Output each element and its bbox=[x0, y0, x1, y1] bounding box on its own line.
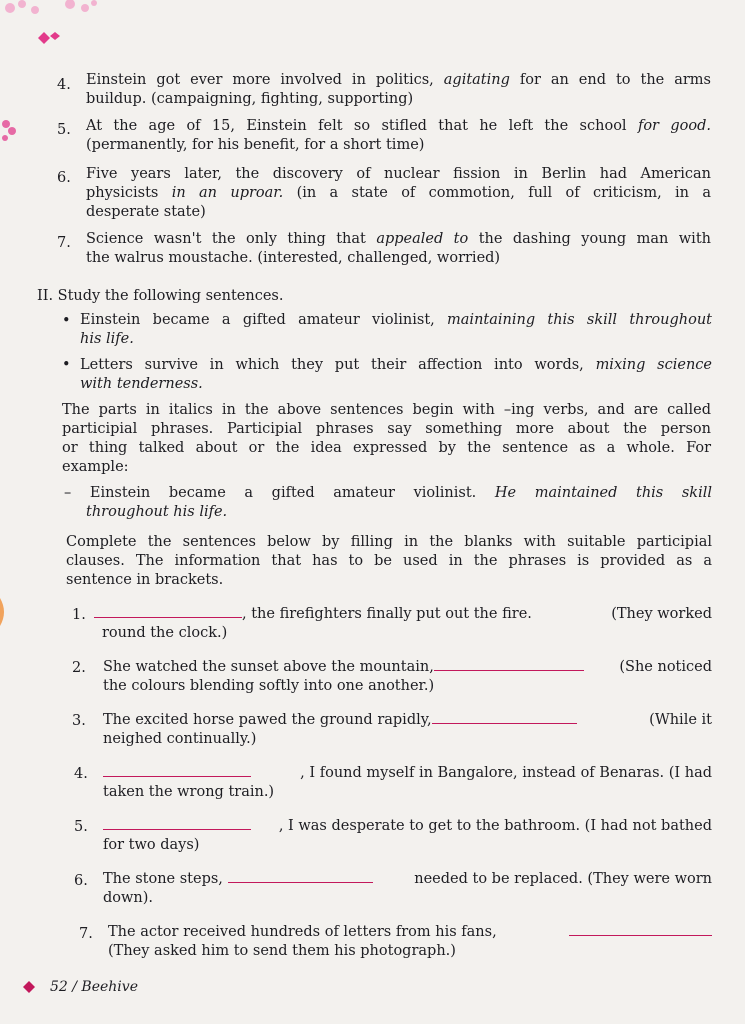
exercise-item: , the firefighters finally put out the fire. (They worked round the clock.) bbox=[94, 605, 712, 643]
exercise-item: The stone steps, needed to be replaced. (They were worn down). bbox=[103, 871, 712, 906]
explanation-paragraph: The parts in italics in the above sentences begin with –ing verbs, and are called participial phrases. Participial phrases say something more about the person or thing talked about or the idea expressed by the sentence as a whole. For example: bbox=[62, 402, 711, 475]
exercise-item: The actor received hundreds of letters from his fans, (They asked him to send them his photograph.) bbox=[108, 923, 712, 961]
item-text: Einstein got ever more involved in politics, agitating for an end to the arms buildup. (campaigning, fighting, supporting) bbox=[86, 72, 711, 107]
answer-blank[interactable] bbox=[228, 870, 373, 883]
answer-blank[interactable] bbox=[569, 923, 712, 936]
flower-decoration-icon bbox=[0, 0, 110, 60]
margin-mark-icon bbox=[0, 598, 8, 626]
bullet-icon: • bbox=[62, 313, 71, 329]
flower-bullet-icon bbox=[22, 981, 36, 993]
flower-decoration-icon bbox=[0, 118, 24, 144]
item-number: 4. bbox=[57, 77, 71, 93]
exercise-number: 1. bbox=[72, 607, 86, 623]
exercise-number: 3. bbox=[72, 713, 86, 729]
item-text: At the age of 15, Einstein felt so stifled that he left the school for good. (permanently, for his benefit, for a short time) bbox=[86, 118, 711, 153]
section-heading: II. Study the following sentences. bbox=[37, 288, 284, 304]
bullet-icon: • bbox=[62, 357, 71, 373]
page-footer: 52 / Beehive bbox=[50, 979, 138, 995]
answer-blank[interactable] bbox=[434, 658, 584, 671]
item-number: 5. bbox=[57, 122, 71, 138]
answer-blank[interactable] bbox=[432, 711, 577, 724]
exercise-number: 4. bbox=[74, 766, 88, 782]
exercise-instruction: Complete the sentences below by filling in the blanks with suitable participial clauses. The information that has to be used in the phrases is provided as a sentence in brackets. bbox=[66, 534, 712, 588]
item-text: Five years later, the discovery of nuclear fission in Berlin had American physicists in an uproar. (in a state of commotion, full of criticism, in a desperate state) bbox=[86, 166, 711, 220]
exercise-number: 5. bbox=[74, 819, 88, 835]
exercise-item: , I was desperate to get to the bathroom. (I had not bathed for two days) bbox=[103, 818, 712, 853]
item-number: 7. bbox=[57, 235, 71, 251]
item-text: Science wasn't the only thing that appealed to the dashing young man with the walrus moustache. (interested, challenged, worried) bbox=[86, 231, 711, 266]
bullet-text: Einstein became a gifted amateur violinist, maintaining this skill throughout his life. bbox=[80, 312, 713, 347]
exercise-item: The excited horse pawed the ground rapidly, (While it neighed continually.) bbox=[103, 712, 712, 747]
answer-blank[interactable] bbox=[94, 605, 242, 618]
bullet-text: Letters survive in which they put their affection into words, mixing science with tenderness. bbox=[80, 357, 712, 392]
example-sentence: – Einstein became a gifted amateur violinist. He maintained this skill throughout his life. bbox=[64, 485, 712, 520]
answer-blank[interactable] bbox=[103, 764, 251, 777]
exercise-number: 7. bbox=[79, 926, 93, 942]
exercise-item: She watched the sunset above the mountain, (She noticed the colours blending softly into one another.) bbox=[103, 659, 712, 694]
exercise-number: 2. bbox=[72, 660, 86, 676]
exercise-number: 6. bbox=[74, 873, 88, 889]
exercise-item: , I found myself in Bangalore, instead of Benaras. (I had taken the wrong train.) bbox=[103, 765, 712, 800]
item-number: 6. bbox=[57, 170, 71, 186]
answer-blank[interactable] bbox=[103, 817, 251, 830]
